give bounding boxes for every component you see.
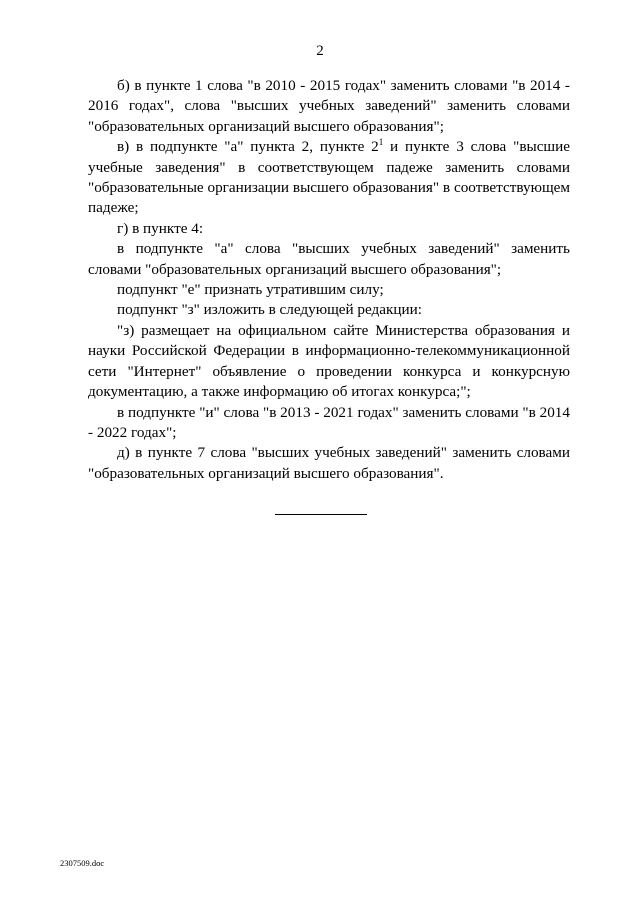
paragraph-g-i: в подпункте "и" слова "в 2013 - 2021 годах" заменить словами "в 2014 - 2022 годах"; [88,403,570,441]
superscript-one: 1 [378,137,384,148]
paragraph-d: д) в пункте 7 слова "высших учебных заведений" заменить словами "образовательных организаций высшего образования". [88,444,570,482]
paragraph-g: г) в пункте 4: [117,219,204,237]
paragraph-z-quote: "з) размещает на официальном сайте Министерства образования и науки Российской Федерации в информационно-телекоммуникационной сети "Интернет" объявление о проведении конкурса и конкурсную документацию, а также информацию об итогах конкурса;"; [88,321,570,401]
paragraph-g-a: в подпункте "а" слова "высших учебных заведений" заменить словами "образовательных организаций высшего образования"; [88,240,570,278]
separator-line [275,514,367,515]
paragraph-v-start: в) в подпункте "а" пункта 2, пункте 2 [117,138,379,156]
paragraph-g-e: подпункт "е" признать утратившим силу; [117,281,384,299]
paragraph-v [88,137,570,219]
body-text [88,76,570,484]
footer-filename: 2307509.doc [60,858,105,868]
page-number: 2 [316,43,324,59]
paragraph-v-end: и пункте 3 слова "высшие учебные заведения" в соответствующем падеже заменить словами "образовательные организации высшего образования" в соответствующем падеже; [88,138,570,217]
paragraph-b: б) в пункте 1 слова "в 2010 - 2015 годах" заменить словами "в 2014 - 2016 годах", слова "высших учебных заведений" заменить словами "образовательных организаций высшего образования"; [88,77,570,135]
paragraph-g-z: подпункт "з" изложить в следующей редакции: [117,301,423,319]
